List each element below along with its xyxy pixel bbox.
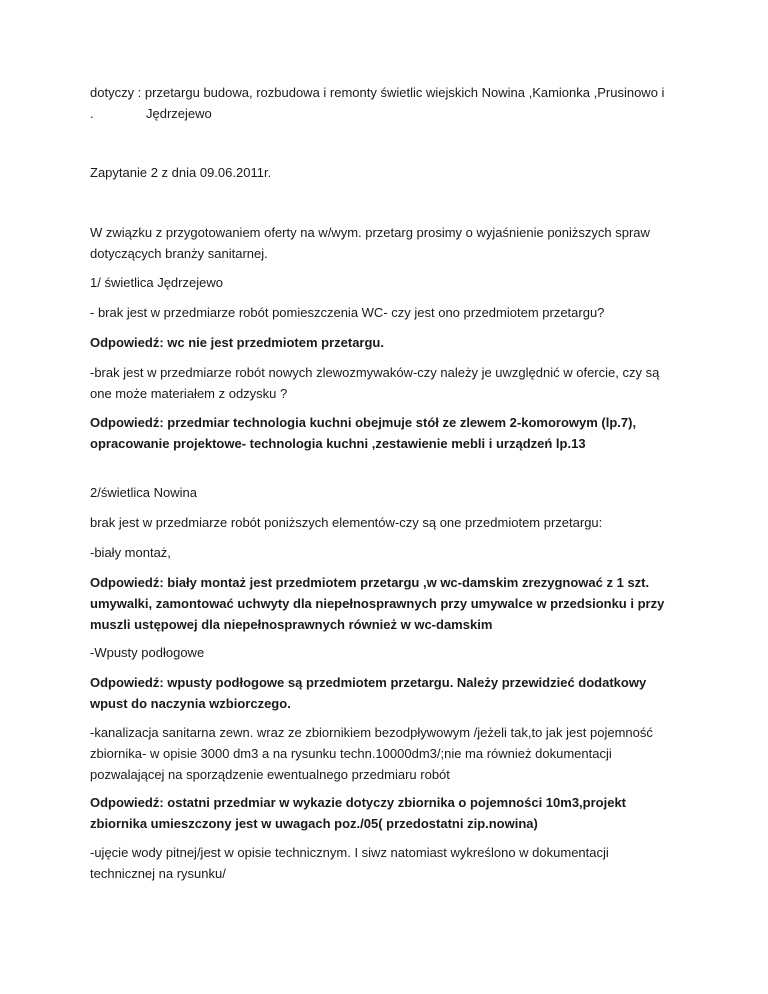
header-line-2-text: Jędrzejewo <box>146 106 212 121</box>
intro-paragraph: W związku z przygotowaniem oferty na w/wym. przetarg prosimy o wyjaśnienie poniższych spraw dotyczących branży sanitarnej. <box>90 225 650 261</box>
section-2-intro: brak jest w przedmiarze robót poniższych elementów-czy są one przedmiotem przetargu: <box>90 515 603 530</box>
section-1-question-1: - brak jest w przedmiarze robót pomieszczenia WC- czy jest ono przedmiotem przetargu? <box>90 305 605 320</box>
section-1-question-2: -brak jest w przedmiarze robót nowych zlewozmywaków-czy należy je uwzględnić w ofercie, czy są one może materiałem z odzysku ? <box>90 365 660 401</box>
inquiry-number: Zapytanie 2 z dnia 09.06.2011r. <box>90 165 272 180</box>
section-2-answer-3: Odpowiedź: ostatni przedmiar w wykazie dotyczy zbiornika o pojemności 10m3,projekt zbiornika umieszczony jest w uwagach poz./05( przedostatni zip.nowina) <box>90 795 627 831</box>
section-2-question-2: -Wpusty podłogowe <box>90 645 205 660</box>
section-2-title: 2/świetlica Nowina <box>90 485 197 500</box>
section-1-answer-2: Odpowiedź: przedmiar technologia kuchni obejmuje stół ze zlewem 2-komorowym (lp.7), opracowanie projektowe- technologia kuchni ,zestawienie mebli i urządzeń lp.13 <box>90 415 637 451</box>
section-1-title: 1/ świetlica Jędrzejewo <box>90 275 223 290</box>
section-2-question-4: -ujęcie wody pitnej/jest w opisie technicznym. I siwz natomiast wykreślono w dokumentacji technicznej na rysunku/ <box>90 845 609 881</box>
header-line-1: dotyczy : przetargu budowa, rozbudowa i remonty świetlic wiejskich Nowina ,Kamionka ,Prusinowo i <box>90 85 665 100</box>
section-2-answer-2: Odpowiedź: wpusty podłogowe są przedmiotem przetargu. Należy przewidzieć dodatkowy wpust do naczynia wzbiorczego. <box>90 675 647 711</box>
section-2-question-1: -biały montaż, <box>90 545 171 560</box>
section-2-question-3: -kanalizacja sanitarna zewn. wraz ze zbiornikiem bezodpływowym /jeżeli tak,to jak jest pojemność zbiornika- w opisie 3000 dm3 a na rysunku techn.10000dm3/;nie ma również dokumentacji pozwalającej na sporządzenie ewentualnego przedmiaru robót <box>90 725 653 782</box>
section-2-answer-1: Odpowiedź: biały montaż jest przedmiotem przetargu ,w wc-damskim zrezygnować z 1 szt. umywalki, zamontować uchwyty dla niepełnosprawnych przy umywalce w przedsionku i przy muszli ustępowej dla niepełnosprawnych również w wc-damskim <box>90 575 665 632</box>
section-1-answer-1: Odpowiedź: wc nie jest przedmiotem przetargu. <box>90 335 384 350</box>
header-subject <box>90 82 690 124</box>
header-line-2-marker: . <box>90 106 94 121</box>
